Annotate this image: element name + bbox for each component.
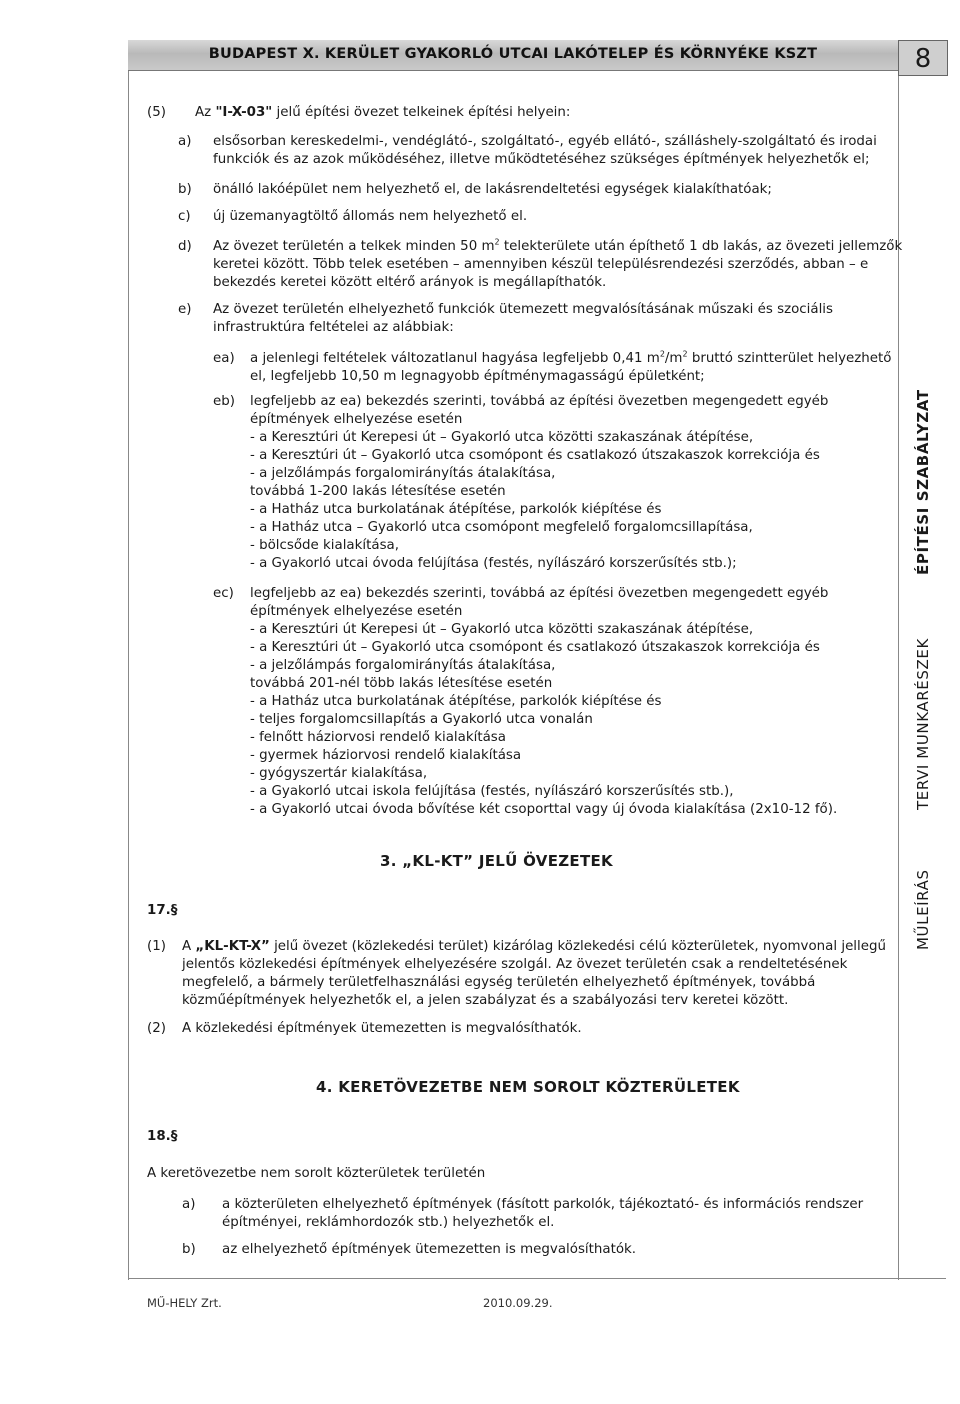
section-17-p1-line1 (182, 938, 886, 955)
item-eb-line: - a Hatház utca – Gyakorló utca csomópont megfelelő forgalomcsillapítása, (250, 520, 753, 535)
section-17-p1-line2: jelentős közlekedési építmények elhelyezésére szolgál. Az övezet területén csak a rendeltetésének (182, 957, 848, 972)
section-17-p1-line4: közműépítmények helyezhetők el, a jelen szabályzat és a szabályozási terv keretei között. (182, 993, 789, 1008)
d-line1-post: telekterülete után építhető 1 db lakás, az övezeti jellemzők (499, 239, 903, 254)
item-ec-line: - gyermek háziorvosi rendelő kialakítása (250, 748, 522, 763)
item-ec-line: legfeljebb az ea) bekezdés szerinti, továbbá az építési övezetben megengedett egyéb (250, 586, 829, 601)
sidebar-label-epitesi-szabalyzat: ÉPÍTÉSI SZABÁLYZAT (914, 389, 932, 575)
section-17-p1-number: (1) (147, 939, 166, 954)
item-d-line2: keretei között. Több telek esetében – amennyiben készül településrendezési szerződés, abban – e (213, 257, 869, 272)
paragraph-5-number: (5) (147, 105, 166, 120)
section-17-p2-text: A közlekedési építmények ütemezetten is megvalósíthatók. (182, 1021, 582, 1036)
d-line1-sup: 2 (494, 237, 500, 247)
item-a-line2: funkciók és az azok működéséhez, illetve működtetéséhez szükséges építmények helyezhetők el; (213, 152, 870, 167)
heading-kl-kt-zones: 3. „KL-KT” JELŰ ÖVEZETEK (380, 852, 613, 870)
item-ec-label: ec) (213, 586, 234, 601)
item-eb-line: - a Gyakorló utcai óvoda felújítása (festés, nyílászáró korszerűsítés stb.); (250, 556, 737, 571)
item-eb-line: - a Keresztúri út – Gyakorló utca csomópont és csatlakozó útszakaszok korrekciója és (250, 448, 820, 463)
item-ec-line: - a Gyakorló utcai óvoda bővítése két csoporttal vagy új óvoda kialakítása (2x10-12 fő). (250, 802, 838, 817)
item-b-label: b) (178, 182, 192, 197)
item-ec-line: - a Hatház utca burkolatának átépítése, parkolók kiépítése és (250, 694, 662, 709)
item-b-text: önálló lakóépület nem helyezhető el, de lakásrendeltetési egységek kialakíthatóak; (213, 182, 772, 197)
item-ec-line: - teljes forgalomcsillapítás a Gyakorló utca vonalán (250, 712, 593, 727)
paragraph-5-intro (195, 104, 570, 121)
item-ea-label: ea) (213, 351, 235, 366)
item-ec-line: - a Gyakorló utcai iskola felújítása (festés, nyílászáró korszerűsítés stb.), (250, 784, 734, 799)
item-ec-line: - a jelzőlámpás forgalomirányítás átalakítása, (250, 658, 556, 673)
item-eb-line: - bölcsőde kialakítása, (250, 538, 400, 553)
item-eb-line: építmények elhelyezése esetén (250, 412, 463, 427)
section-17-p1-line3: megfelelő, a bármely területfelhasználási egység területén elhelyezhető építmények, továbbá (182, 975, 816, 990)
document-header-title: BUDAPEST X. KERÜLET GYAKORLÓ UTCAI LAKÓTELEP ÉS KÖRNYÉKE KSZT (208, 46, 818, 62)
section-18-a-line1: a közterületen elhelyezhető építmények (fásított parkolók, tájékoztató- és információs rendszer (222, 1197, 864, 1212)
item-eb-line: - a Hatház utca burkolatának átépítése, parkolók kiépítése és (250, 502, 662, 517)
ea-line1-post: bruttó szintterület helyezhető (687, 351, 892, 366)
sidebar-label-tervi-munkareszek: TERVI MUNKARÉSZEK (914, 638, 932, 810)
item-d-line3: bekezdés keretei között eltérő arányok is megállapíthatók. (213, 275, 607, 290)
page-number: 8 (914, 44, 932, 74)
section-17-number: 17.§ (147, 903, 178, 918)
zone-code-kl-kt-x: „KL-KT-X” (195, 939, 270, 954)
ea-line1-pre: a jelenlegi feltételek változatlanul hagyása legfeljebb 0,41 m (250, 351, 660, 366)
item-ea-line2: el, legfeljebb 10,50 m legnagyobb építménymagasságú épületként; (250, 369, 705, 384)
section-18-b-text: az elhelyezhető építmények ütemezetten is megvalósíthatók. (222, 1242, 637, 1257)
item-c-label: c) (178, 209, 191, 224)
item-eb-line: - a Keresztúri út Kerepesi út – Gyakorló utca közötti szakaszának átépítése, (250, 430, 754, 445)
page-number-box (898, 40, 948, 76)
item-ea-line1 (250, 350, 891, 367)
item-a-line1: elsősorban kereskedelmi-, vendéglátó-, szolgáltató-, egyéb ellátó-, szálláshely-szolgáltató és irodai (213, 134, 877, 149)
item-ec-line: - a Keresztúri út – Gyakorló utca csomópont és csatlakozó útszakaszok korrekciója és (250, 640, 820, 655)
document-header-band (128, 40, 898, 71)
footer-company: MŰ-HELY Zrt. (147, 1296, 222, 1310)
d-line1-pre: Az övezet területén a telkek minden 50 m (213, 239, 495, 254)
item-e-label: e) (178, 302, 192, 317)
footer-separator-line (128, 1278, 946, 1279)
item-d-line1 (213, 238, 902, 255)
item-eb-label: eb) (213, 394, 235, 409)
section-18-a-label: a) (182, 1197, 196, 1212)
item-ec-line: - felnőtt háziorvosi rendelő kialakítása (250, 730, 506, 745)
item-e-line2: infrastruktúra feltételei az alábbiak: (213, 320, 454, 335)
p1-line1-post: jelű övezet (közlekedési terület) kizárólag közlekedési célú közterületek, nyomvonal jellegű (269, 939, 886, 954)
zone-code-i-x-03: "I-X-03" (215, 105, 273, 120)
sidebar-label-muleiras: MŰLEÍRÁS (914, 869, 932, 950)
ea-sup2: 2 (682, 349, 688, 359)
item-a-label: a) (178, 134, 192, 149)
item-eb-line: továbbá 1-200 lakás létesítése esetén (250, 484, 506, 499)
item-e-line1: Az övezet területén elhelyezhető funkciók ütemezett megvalósításának műszaki és szociális (213, 302, 833, 317)
item-d-label: d) (178, 239, 192, 254)
item-ec-line: építmények elhelyezése esetén (250, 604, 463, 619)
section-18-b-label: b) (182, 1242, 196, 1257)
ea-sup1: 2 (659, 349, 665, 359)
item-ec-line: - gyógyszertár kialakítása, (250, 766, 428, 781)
section-18-intro: A keretövezetbe nem sorolt közterületek területén (147, 1166, 486, 1181)
left-margin-line (128, 70, 129, 1280)
section-17-p2-number: (2) (147, 1021, 166, 1036)
ea-line1-mid: /m (664, 351, 683, 366)
heading-keretovezetbe-nem-sorolt: 4. KERETÖVEZETBE NEM SOROLT KÖZTERÜLETEK (316, 1078, 740, 1096)
item-ec-line: továbbá 201-nél több lakás létesítése esetén (250, 676, 553, 691)
p1-line1-pre: A (182, 939, 196, 954)
intro-post: jelű építési övezet telkeinek építési helyein: (272, 105, 571, 120)
section-18-a-line2: építményei, reklámhordozók stb.) helyezhetők el. (222, 1215, 555, 1230)
section-18-number: 18.§ (147, 1129, 178, 1144)
item-ec-line: - a Keresztúri út Kerepesi út – Gyakorló utca közötti szakaszának átépítése, (250, 622, 754, 637)
item-c-text: új üzemanyagtöltő állomás nem helyezhető el. (213, 209, 528, 224)
footer-date: 2010.09.29. (483, 1296, 553, 1310)
item-eb-line: - a jelzőlámpás forgalomirányítás átalakítása, (250, 466, 556, 481)
item-eb-line: legfeljebb az ea) bekezdés szerinti, továbbá az építési övezetben megengedett egyéb (250, 394, 829, 409)
intro-pre: Az (195, 105, 216, 120)
